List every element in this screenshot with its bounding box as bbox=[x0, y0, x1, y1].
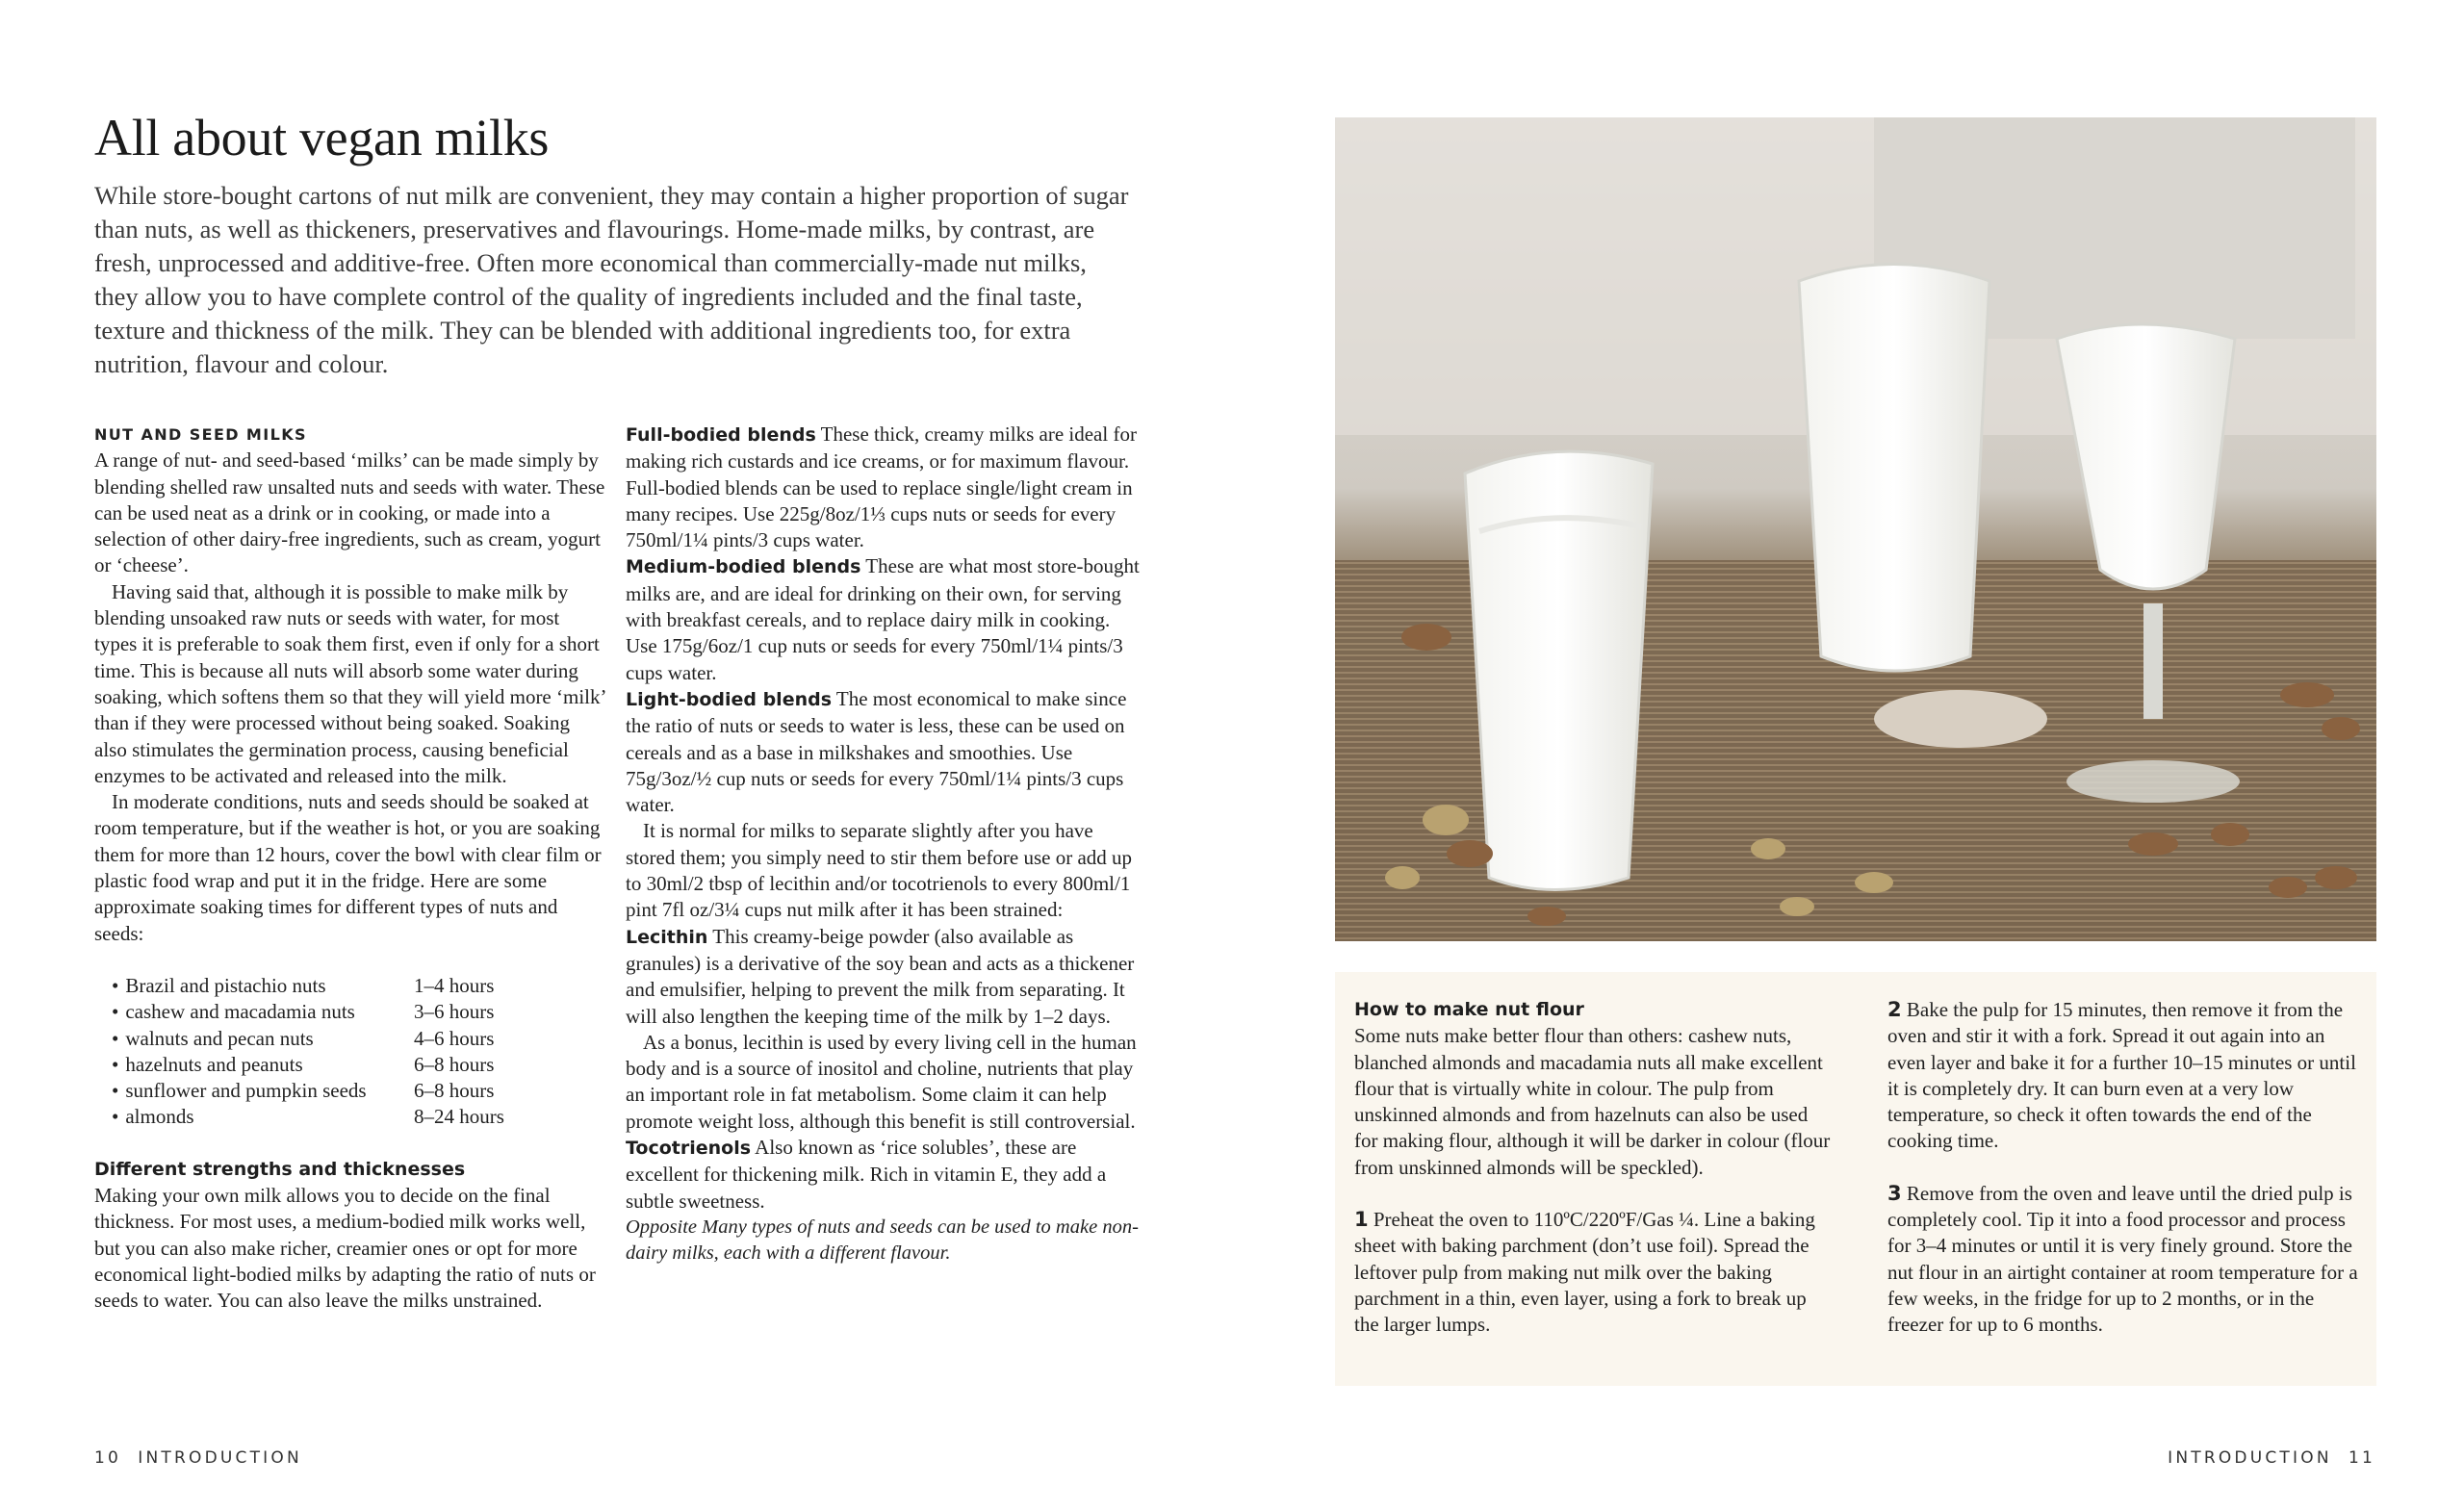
intro-paragraph: While store-bought cartons of nut milk are convenient, they may contain a higher proportion of sugar than nuts, as well as thickeners, preservatives and flavourings. Home-made milks, by contrast, are fresh, unprocessed and additive-free. Often more economical than commercially-made nut milks, they allow you to have complete control of the quality of ingredients included and the final taste, texture and thickness of the milk. They can be blended with additional ingredients too, for extra nutrition, flavour and colour. bbox=[94, 181, 1129, 378]
bonus-paragraph: As a bonus, lecithin is used by every living cell in the human body and is a source of inositol and choline, nutrients that play an important role in fat metabolism. Some claim it can help promote weight loss, although this benefit is still controversial. bbox=[626, 1030, 1137, 1133]
vegan-milks-photo bbox=[1335, 117, 2376, 941]
full-bodied-label: Full-bodied blends bbox=[626, 424, 816, 446]
left-column bbox=[94, 422, 606, 1315]
nut-flour-column-2 bbox=[1887, 997, 2359, 1339]
footer-left bbox=[94, 1448, 302, 1468]
nut-seed-paragraph-1: A range of nut- and seed-based ‘milks’ can be made simply by blending shelled raw unsalted nuts and seeds with water. These can be used neat as a drink or in cooking, or made into a selection of other dairy-free ingredients, such as cream, yogurt or ‘cheese’. bbox=[94, 448, 605, 577]
nut-flour-column-1 bbox=[1354, 997, 1835, 1339]
light-bodied-paragraph: Light-bodied blends The most economical to make since the ratio of nuts or seeds to water is less, these can be used on cereals and as a base in milkshakes and smoothies. Use 75g/3oz/½ cup nuts or seeds for every 750ml/1¼ pints/3 cups water. bbox=[626, 686, 1127, 817]
strengths-heading: Different strengths and thicknesses bbox=[94, 1158, 466, 1180]
list-item: • sunflower and pumpkin seeds 6–8 hours bbox=[112, 1078, 606, 1104]
nut-flour-heading: How to make nut flour bbox=[1354, 999, 1584, 1020]
milk-glasses-image bbox=[1335, 117, 2376, 941]
tocotrienols-paragraph: Tocotrienols Also known as ‘rice solubles’, these are excellent for thickening milk. Rich in vitamin E, they add a subtle sweetness. bbox=[626, 1136, 1107, 1213]
nut-seed-paragraph-2: Having said that, although it is possible to make milk by blending unsoaked raw nuts or seeds with water, for most types it is preferable to soak them first, even if only for a short time. This is because all nuts will absorb some water during soaking, which softens them so that they will yield more ‘milk’ than if they were processed without being soaked. Soaking also stimulates the germination process, causing beneficial enzymes to be activated and released into the milk. bbox=[94, 579, 605, 787]
step-number: 2 bbox=[1887, 998, 1902, 1021]
section-label-left: INTRODUCTION bbox=[138, 1448, 302, 1468]
page-number-right: 11 bbox=[2348, 1448, 2375, 1468]
list-item: • hazelnuts and peanuts 6–8 hours bbox=[112, 1052, 606, 1078]
lecithin-label: Lecithin bbox=[626, 926, 708, 948]
step-number: 1 bbox=[1354, 1208, 1369, 1232]
middle-column bbox=[626, 422, 1141, 1267]
strengths-paragraph: Making your own milk allows you to decide on the final thickness. For most uses, a medium-bodied milk works well, but you can also make richer, creamier ones or opt for more economical light-bodied milks by adapting the ratio of nuts or seeds to water. You can also leave the milks unstrained. bbox=[94, 1184, 596, 1313]
footer-right bbox=[2168, 1448, 2375, 1468]
medium-bodied-paragraph: Medium-bodied blends These are what most store-bought milks are, and are ideal for drinking on their own, for serving with breakfast cereals, and to replace dairy milk in cooking. Use 175g/6oz/1 cup nuts or seeds for every 750ml/1¼ pints/3 cups water. bbox=[626, 554, 1140, 684]
tocotrienols-label: Tocotrienols bbox=[626, 1138, 752, 1160]
section-label-right: INTRODUCTION bbox=[2168, 1448, 2332, 1468]
photo-caption: Opposite Many types of nuts and seeds can be used to make non-dairy milks, each with a different flavour. bbox=[626, 1216, 1139, 1265]
list-item: • walnuts and pecan nuts 4–6 hours bbox=[112, 1026, 606, 1052]
nut-seed-heading: NUT AND SEED MILKS bbox=[94, 425, 307, 444]
list-item: • cashew and macadamia nuts 3–6 hours bbox=[112, 999, 606, 1025]
list-item: • almonds 8–24 hours bbox=[112, 1104, 606, 1130]
soaking-times-list bbox=[112, 973, 606, 1131]
step-2: 2 Bake the pulp for 15 minutes, then remove it from the oven and stir it with a fork. Spread it out again into an even layer and bake it for a further 10–15 minutes or until it is completely dry. It can burn even at a very low temperature, so check it often towards the end of the cooking time. bbox=[1887, 998, 2356, 1153]
page-number-left: 10 bbox=[94, 1448, 122, 1468]
separation-paragraph: It is normal for milks to separate slightly after you have stored them; you simply need to stir them before use or add up to 30ml/2 tbsp of lecithin and/or tocotrienols to every 800ml/1 pint 7fl oz/3¼ cups nut milk after it has been strained: bbox=[626, 819, 1133, 922]
page-title: All about vegan milks bbox=[94, 109, 550, 166]
list-item: • Brazil and pistachio nuts 1–4 hours bbox=[112, 973, 606, 999]
medium-bodied-label: Medium-bodied blends bbox=[626, 556, 861, 578]
lecithin-paragraph: Lecithin This creamy-beige powder (also available as granules) is a derivative of the soy bean and acts as a thickener and emulsifier, helping to prevent the milk from separating. It will also lengthen the keeping time of the milk by 1–2 days. bbox=[626, 924, 1135, 1028]
step-1: 1 Preheat the oven to 110ºC/220ºF/Gas ¼. Line a baking sheet with baking parchment (don’t use foil). Spread the leftover pulp from making nut milk over the baking parchment in a thin, even layer, using a fork to break up the larger lumps. bbox=[1354, 1208, 1815, 1337]
full-bodied-paragraph: Full-bodied blends These thick, creamy milks are ideal for making rich custards and ice creams, or for maximum flavour. Full-bodied blends can be used to replace single/light cream in many recipes. Use 225g/8oz/1⅓ cups nuts or seeds for every 750ml/1¼ pints/3 cups water. bbox=[626, 422, 1137, 552]
nut-seed-paragraph-3: In moderate conditions, nuts and seeds should be soaked at room temperature, but if the weather is hot, or you are soaking them for more than 12 hours, cover the bowl with clear film or plastic food wrap and put it in the fridge. Here are some approximate soaking times for different types of nuts and seeds: bbox=[94, 790, 602, 945]
step-3: 3 Remove from the oven and leave until the dried pulp is completely cool. Tip it into a food processor and process for 3–4 minutes or until it is very finely ground. Store the nut flour in an airtight container at room temperature for a few weeks, in the fridge for up to 2 months, or in the freezer for up to 6 months. bbox=[1887, 1181, 2358, 1337]
light-bodied-label: Light-bodied blends bbox=[626, 688, 833, 710]
step-number: 3 bbox=[1887, 1181, 1902, 1205]
nut-flour-intro: Some nuts make better flour than others: cashew nuts, blanched almonds and macadamia nuts all make excellent flour that is virtually white in colour. The pulp from unskinned almonds and from hazelnuts can also be used for making flour, although it will be darker in colour (flour from unskinned almonds will be speckled). bbox=[1354, 1024, 1831, 1179]
